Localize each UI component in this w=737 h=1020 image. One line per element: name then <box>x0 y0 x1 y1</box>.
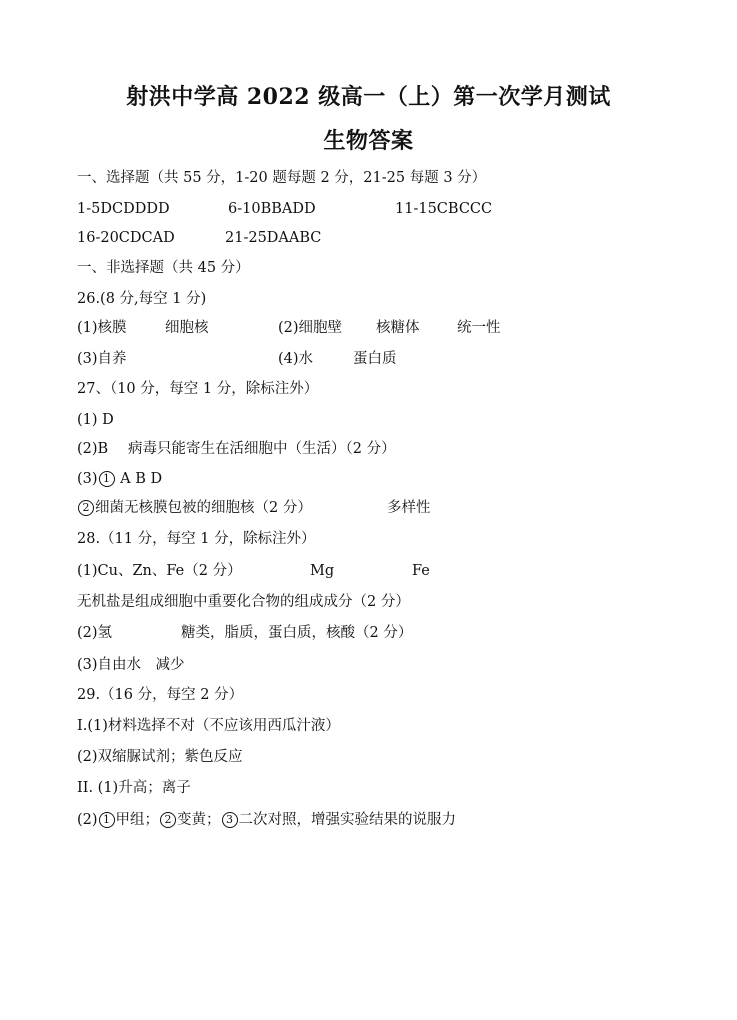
answer-text: 病毒只能寄生在活细胞中（生活）（2 分） <box>128 441 396 457</box>
answer-text: A B D <box>115 471 163 487</box>
answer-text: (1)核膜 <box>77 320 127 336</box>
q29-row-3: II. (1)升高；离子 <box>77 780 191 796</box>
answer-text-wrap <box>77 498 312 518</box>
page-subtitle: 生物答案 <box>323 128 414 154</box>
page-title: 射洪中学高 2022 级高一（上）第一次学月测试 <box>126 84 611 110</box>
answer-text: 核糖体 <box>376 320 420 336</box>
choice-group: 6-10BBADD <box>228 201 316 217</box>
choice-group: 11-15CBCCC <box>395 201 493 217</box>
q28-row-4: (3)自由水 减少 <box>77 657 185 673</box>
answer-text: Mg <box>310 563 335 579</box>
answer-text: (1)Cu、Zn、Fe（2 分） <box>77 563 242 579</box>
answer-text: Fe <box>412 563 430 579</box>
q26-heading: 26.(8 分,每空 1 分) <box>77 291 207 307</box>
circled-number: 1 <box>99 471 115 487</box>
answer-text: (2)氢 <box>77 625 113 641</box>
answer-text: 细菌无核膜包被的细胞核（2 分） <box>95 500 312 516</box>
answer-text: (2)细胞壁 <box>278 320 343 336</box>
q29-row-4 <box>77 810 456 830</box>
q27-row-3 <box>77 469 162 489</box>
answer-text: 蛋白质 <box>353 351 397 367</box>
answer-text: 统一性 <box>457 320 501 336</box>
q28-row-2: 无机盐是组成细胞中重要化合物的组成成分（2 分） <box>77 594 410 610</box>
answer-text: 糖类，脂质，蛋白质，核酸（2 分） <box>181 625 413 641</box>
q27-row-1: (1) D <box>77 412 114 428</box>
q29-row-1: I.(1)材料选择不对（不应该用西瓜汁液） <box>77 718 340 734</box>
part1-heading: 一、选择题（共 55 分，1-20 题每题 2 分，21-25 每题 3 分） <box>77 170 487 186</box>
choice-group: 21-25DAABC <box>225 230 322 246</box>
answer-text: 细胞核 <box>165 320 209 336</box>
q29-row-2: (2)双缩脲试剂；紫色反应 <box>77 749 243 765</box>
answer-text: 变黄； <box>177 812 221 828</box>
circled-number: 1 <box>99 812 115 828</box>
answer-text: (4)水 <box>278 351 314 367</box>
answer-text: 甲组； <box>115 812 160 828</box>
q29-heading: 29.（16 分，每空 2 分） <box>77 687 244 703</box>
q27-heading: 27、（10 分，每空 1 分，除标注外） <box>77 381 319 397</box>
part2-heading: 一、非选择题（共 45 分） <box>77 260 250 276</box>
answer-text: 多样性 <box>387 500 431 516</box>
circled-number: 3 <box>222 812 238 828</box>
choice-group: 16-20CDCAD <box>77 230 175 246</box>
answer-text: (3)自养 <box>77 351 127 367</box>
answer-text: 二次对照，增强实验结果的说服力 <box>238 812 457 828</box>
answer-prefix: (3) <box>77 471 98 487</box>
answer-text: (2)B <box>77 441 109 457</box>
circled-number: 2 <box>78 500 94 516</box>
choice-group: 1-5DCDDDD <box>77 201 170 217</box>
q28-heading: 28.（11 分，每空 1 分，除标注外） <box>77 531 316 547</box>
answer-prefix: (2) <box>77 812 98 828</box>
circled-number: 2 <box>160 812 176 828</box>
